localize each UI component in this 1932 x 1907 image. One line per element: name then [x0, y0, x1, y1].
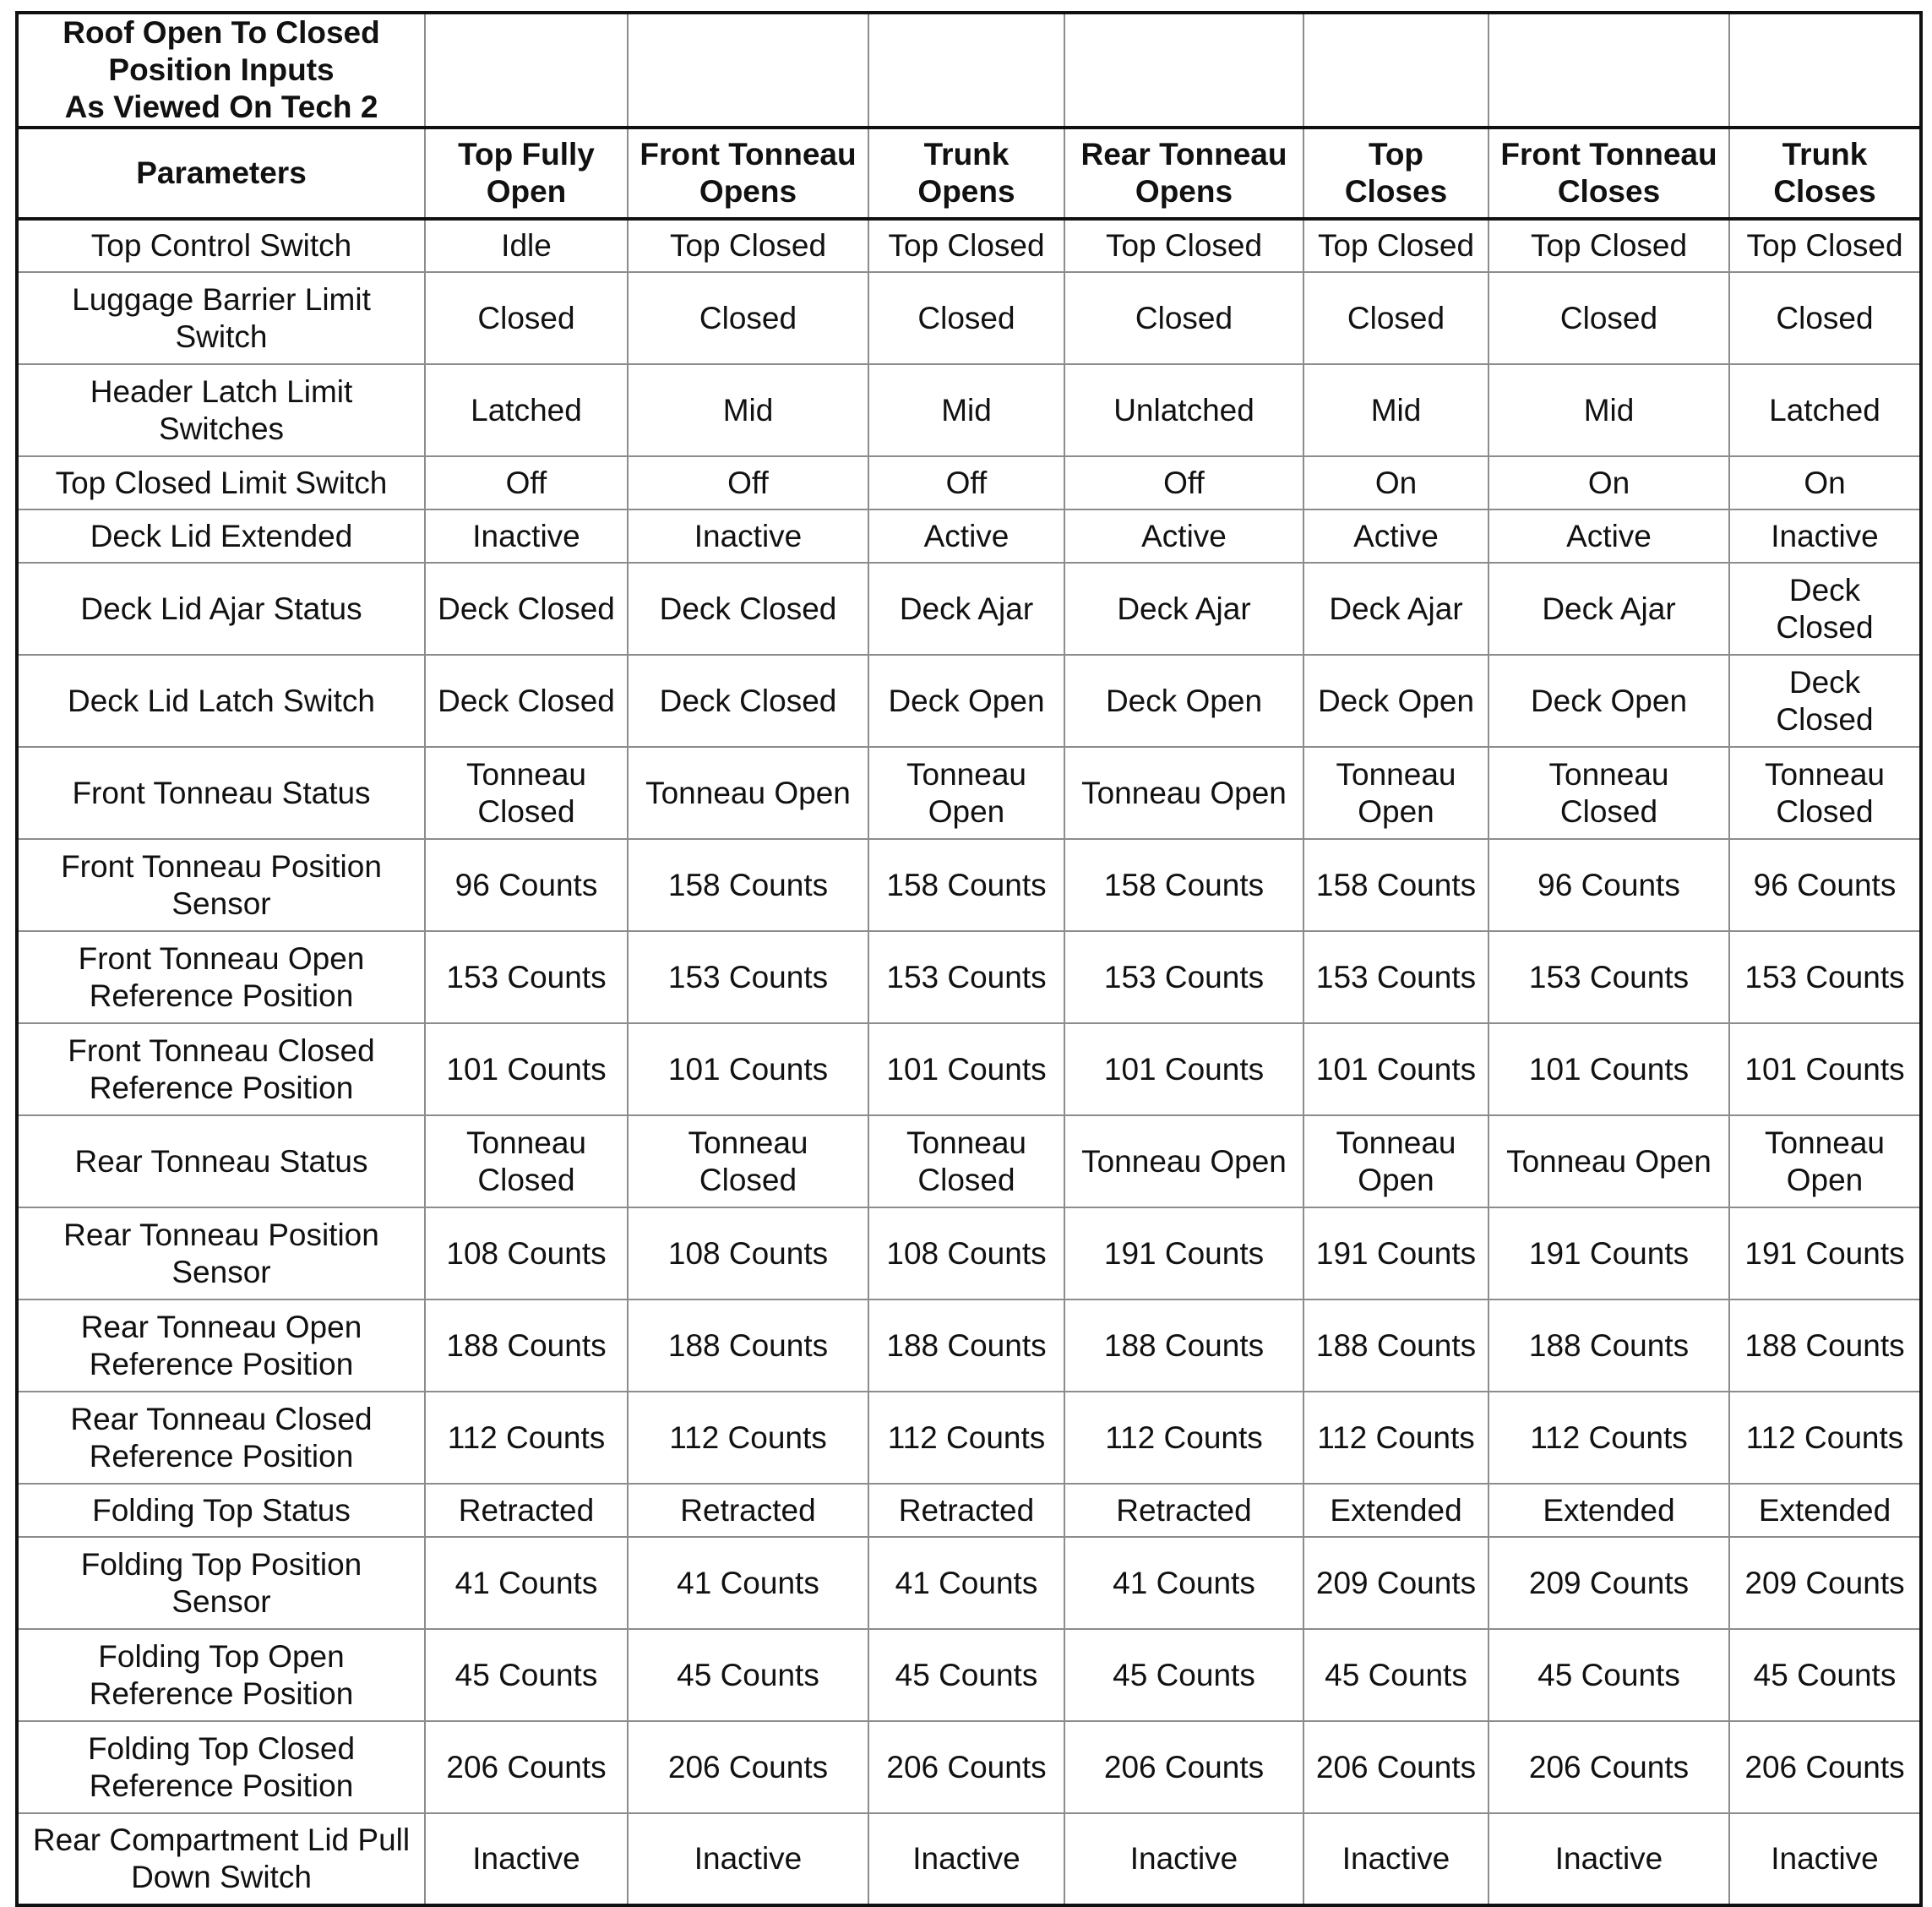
- value-cell: 188 Counts: [1303, 1299, 1488, 1392]
- value-cell: 153 Counts: [1303, 931, 1488, 1023]
- value-cell: Inactive: [1303, 1813, 1488, 1905]
- value-cell: Extended: [1729, 1484, 1921, 1537]
- value-cell: Retracted: [868, 1484, 1064, 1537]
- value-cell: Off: [1064, 456, 1303, 509]
- value-cell: 45 Counts: [868, 1629, 1064, 1721]
- value-cell: Extended: [1303, 1484, 1488, 1537]
- value-cell: Active: [1064, 509, 1303, 563]
- table-row: [17, 1299, 1921, 1392]
- value-cell: Latched: [1729, 364, 1921, 456]
- empty-title-cell: [868, 13, 1064, 128]
- value-cell: Unlatched: [1064, 364, 1303, 456]
- table-row: [17, 456, 1921, 509]
- value-cell: Inactive: [1064, 1813, 1303, 1905]
- value-cell: On: [1729, 456, 1921, 509]
- value-cell: Active: [868, 509, 1064, 563]
- table-row: [17, 1392, 1921, 1484]
- value-cell: 45 Counts: [1303, 1629, 1488, 1721]
- value-cell: 45 Counts: [628, 1629, 868, 1721]
- parameter-cell: Front Tonneau Open Reference Position: [17, 931, 425, 1023]
- value-cell: 112 Counts: [628, 1392, 868, 1484]
- parameter-cell: Deck Lid Latch Switch: [17, 655, 425, 747]
- parameter-cell: Luggage Barrier Limit Switch: [17, 272, 425, 364]
- value-cell: Inactive: [628, 509, 868, 563]
- value-cell: 188 Counts: [1064, 1299, 1303, 1392]
- value-cell: Closed: [425, 272, 628, 364]
- table-row: [17, 1115, 1921, 1207]
- value-cell: 191 Counts: [1729, 1207, 1921, 1299]
- value-cell: Closed: [1729, 272, 1921, 364]
- value-cell: 45 Counts: [425, 1629, 628, 1721]
- value-cell: Deck Closed: [1729, 655, 1921, 747]
- value-cell: Tonneau Open: [1303, 1115, 1488, 1207]
- value-cell: Off: [425, 456, 628, 509]
- value-cell: Inactive: [425, 1813, 628, 1905]
- value-cell: 108 Counts: [868, 1207, 1064, 1299]
- value-cell: 206 Counts: [628, 1721, 868, 1813]
- value-cell: Tonneau Open: [1303, 747, 1488, 839]
- header-row: [17, 128, 1921, 219]
- value-cell: 206 Counts: [868, 1721, 1064, 1813]
- table-row: [17, 1813, 1921, 1905]
- value-cell: Deck Open: [868, 655, 1064, 747]
- value-cell: Idle: [425, 219, 628, 272]
- empty-title-cell: [1064, 13, 1303, 128]
- value-cell: 112 Counts: [1488, 1392, 1729, 1484]
- value-cell: Active: [1303, 509, 1488, 563]
- value-cell: Tonneau Open: [1488, 1115, 1729, 1207]
- column-header: Front Tonneau Closes: [1488, 128, 1729, 219]
- value-cell: Top Closed: [868, 219, 1064, 272]
- value-cell: 45 Counts: [1488, 1629, 1729, 1721]
- value-cell: Deck Ajar: [1064, 563, 1303, 655]
- value-cell: 41 Counts: [1064, 1537, 1303, 1629]
- value-cell: Mid: [628, 364, 868, 456]
- value-cell: 153 Counts: [1064, 931, 1303, 1023]
- value-cell: On: [1488, 456, 1729, 509]
- table-row: [17, 747, 1921, 839]
- value-cell: 101 Counts: [1303, 1023, 1488, 1115]
- parameter-cell: Front Tonneau Status: [17, 747, 425, 839]
- value-cell: Top Closed: [628, 219, 868, 272]
- value-cell: 158 Counts: [628, 839, 868, 931]
- value-cell: Closed: [1488, 272, 1729, 364]
- table-row: [17, 1023, 1921, 1115]
- table-row: [17, 1629, 1921, 1721]
- value-cell: 96 Counts: [1729, 839, 1921, 931]
- parameter-cell: Deck Lid Extended: [17, 509, 425, 563]
- value-cell: 101 Counts: [1488, 1023, 1729, 1115]
- value-cell: 112 Counts: [425, 1392, 628, 1484]
- value-cell: Tonneau Closed: [425, 1115, 628, 1207]
- value-cell: 41 Counts: [628, 1537, 868, 1629]
- value-cell: Retracted: [425, 1484, 628, 1537]
- value-cell: Deck Closed: [425, 563, 628, 655]
- value-cell: Retracted: [628, 1484, 868, 1537]
- value-cell: Extended: [1488, 1484, 1729, 1537]
- parameter-cell: Rear Compartment Lid Pull Down Switch: [17, 1813, 425, 1905]
- column-header: Trunk Opens: [868, 128, 1064, 219]
- table-row: [17, 931, 1921, 1023]
- value-cell: 153 Counts: [868, 931, 1064, 1023]
- value-cell: 209 Counts: [1729, 1537, 1921, 1629]
- value-cell: 101 Counts: [868, 1023, 1064, 1115]
- value-cell: 41 Counts: [425, 1537, 628, 1629]
- table-row: [17, 509, 1921, 563]
- value-cell: Tonneau Closed: [1488, 747, 1729, 839]
- value-cell: Deck Ajar: [868, 563, 1064, 655]
- value-cell: Inactive: [1729, 509, 1921, 563]
- value-cell: Top Closed: [1064, 219, 1303, 272]
- column-header: Rear Tonneau Opens: [1064, 128, 1303, 219]
- table-row: [17, 1537, 1921, 1629]
- value-cell: 158 Counts: [1303, 839, 1488, 931]
- value-cell: Off: [868, 456, 1064, 509]
- value-cell: Closed: [868, 272, 1064, 364]
- table-row: [17, 272, 1921, 364]
- value-cell: 188 Counts: [868, 1299, 1064, 1392]
- value-cell: Deck Closed: [628, 655, 868, 747]
- value-cell: Tonneau Open: [1064, 1115, 1303, 1207]
- value-cell: Tonneau Open: [1729, 1115, 1921, 1207]
- value-cell: 206 Counts: [1064, 1721, 1303, 1813]
- table-row: [17, 1484, 1921, 1537]
- column-header: Front Tonneau Opens: [628, 128, 868, 219]
- column-header: Trunk Closes: [1729, 128, 1921, 219]
- value-cell: Deck Closed: [628, 563, 868, 655]
- value-cell: Closed: [1303, 272, 1488, 364]
- table-row: [17, 219, 1921, 272]
- value-cell: Tonneau Open: [628, 747, 868, 839]
- table-row: [17, 1721, 1921, 1813]
- value-cell: 153 Counts: [628, 931, 868, 1023]
- value-cell: Inactive: [1729, 1813, 1921, 1905]
- title-row: [17, 13, 1921, 128]
- value-cell: 158 Counts: [868, 839, 1064, 931]
- parameter-cell: Top Control Switch: [17, 219, 425, 272]
- empty-title-cell: [1729, 13, 1921, 128]
- value-cell: Tonneau Open: [1064, 747, 1303, 839]
- value-cell: Deck Open: [1303, 655, 1488, 747]
- value-cell: 96 Counts: [1488, 839, 1729, 931]
- value-cell: 101 Counts: [425, 1023, 628, 1115]
- parameter-cell: Folding Top Closed Reference Position: [17, 1721, 425, 1813]
- value-cell: 112 Counts: [868, 1392, 1064, 1484]
- value-cell: 96 Counts: [425, 839, 628, 931]
- empty-title-cell: [1303, 13, 1488, 128]
- value-cell: Closed: [628, 272, 868, 364]
- parameter-cell: Rear Tonneau Status: [17, 1115, 425, 1207]
- table-row: [17, 563, 1921, 655]
- value-cell: Mid: [868, 364, 1064, 456]
- empty-title-cell: [628, 13, 868, 128]
- table-row: [17, 655, 1921, 747]
- value-cell: 206 Counts: [425, 1721, 628, 1813]
- value-cell: Inactive: [868, 1813, 1064, 1905]
- value-cell: Off: [628, 456, 868, 509]
- value-cell: 191 Counts: [1303, 1207, 1488, 1299]
- empty-title-cell: [1488, 13, 1729, 128]
- value-cell: 153 Counts: [1488, 931, 1729, 1023]
- value-cell: 209 Counts: [1488, 1537, 1729, 1629]
- column-header: Top Closes: [1303, 128, 1488, 219]
- value-cell: 101 Counts: [1729, 1023, 1921, 1115]
- table-row: [17, 1207, 1921, 1299]
- value-cell: 206 Counts: [1488, 1721, 1729, 1813]
- value-cell: Deck Ajar: [1488, 563, 1729, 655]
- value-cell: Closed: [1064, 272, 1303, 364]
- parameter-cell: Rear Tonneau Position Sensor: [17, 1207, 425, 1299]
- value-cell: 45 Counts: [1729, 1629, 1921, 1721]
- value-cell: Mid: [1488, 364, 1729, 456]
- value-cell: Active: [1488, 509, 1729, 563]
- column-header: Parameters: [17, 128, 425, 219]
- value-cell: 188 Counts: [425, 1299, 628, 1392]
- parameter-cell: Rear Tonneau Closed Reference Position: [17, 1392, 425, 1484]
- value-cell: 112 Counts: [1064, 1392, 1303, 1484]
- value-cell: 158 Counts: [1064, 839, 1303, 931]
- parameter-cell: Header Latch Limit Switches: [17, 364, 425, 456]
- value-cell: 153 Counts: [425, 931, 628, 1023]
- parameter-cell: Folding Top Open Reference Position: [17, 1629, 425, 1721]
- value-cell: Inactive: [628, 1813, 868, 1905]
- value-cell: Tonneau Open: [868, 747, 1064, 839]
- value-cell: Inactive: [1488, 1813, 1729, 1905]
- table-title: Roof Open To Closed Position Inputs As Viewed On Tech 2: [17, 13, 425, 128]
- value-cell: 112 Counts: [1729, 1392, 1921, 1484]
- value-cell: 45 Counts: [1064, 1629, 1303, 1721]
- value-cell: Inactive: [425, 509, 628, 563]
- value-cell: 108 Counts: [628, 1207, 868, 1299]
- parameter-cell: Top Closed Limit Switch: [17, 456, 425, 509]
- value-cell: Tonneau Closed: [425, 747, 628, 839]
- value-cell: 101 Counts: [1064, 1023, 1303, 1115]
- parameter-cell: Folding Top Status: [17, 1484, 425, 1537]
- value-cell: Latched: [425, 364, 628, 456]
- value-cell: Deck Closed: [1729, 563, 1921, 655]
- column-header: Top Fully Open: [425, 128, 628, 219]
- empty-title-cell: [425, 13, 628, 128]
- value-cell: 112 Counts: [1303, 1392, 1488, 1484]
- value-cell: Mid: [1303, 364, 1488, 456]
- value-cell: 206 Counts: [1303, 1721, 1488, 1813]
- value-cell: Top Closed: [1488, 219, 1729, 272]
- value-cell: 41 Counts: [868, 1537, 1064, 1629]
- parameter-cell: Deck Lid Ajar Status: [17, 563, 425, 655]
- value-cell: 101 Counts: [628, 1023, 868, 1115]
- table-row: [17, 364, 1921, 456]
- value-cell: 108 Counts: [425, 1207, 628, 1299]
- parameter-cell: Rear Tonneau Open Reference Position: [17, 1299, 425, 1392]
- value-cell: 209 Counts: [1303, 1537, 1488, 1629]
- value-cell: Tonneau Closed: [1729, 747, 1921, 839]
- value-cell: Deck Open: [1064, 655, 1303, 747]
- value-cell: Deck Open: [1488, 655, 1729, 747]
- value-cell: Retracted: [1064, 1484, 1303, 1537]
- value-cell: 188 Counts: [628, 1299, 868, 1392]
- position-inputs-table: [15, 11, 1923, 1907]
- value-cell: Top Closed: [1729, 219, 1921, 272]
- value-cell: Deck Closed: [425, 655, 628, 747]
- value-cell: 153 Counts: [1729, 931, 1921, 1023]
- value-cell: Deck Ajar: [1303, 563, 1488, 655]
- value-cell: Tonneau Closed: [868, 1115, 1064, 1207]
- value-cell: On: [1303, 456, 1488, 509]
- value-cell: 188 Counts: [1488, 1299, 1729, 1392]
- value-cell: 191 Counts: [1488, 1207, 1729, 1299]
- value-cell: Top Closed: [1303, 219, 1488, 272]
- parameter-cell: Front Tonneau Position Sensor: [17, 839, 425, 931]
- value-cell: 191 Counts: [1064, 1207, 1303, 1299]
- parameter-cell: Front Tonneau Closed Reference Position: [17, 1023, 425, 1115]
- table-row: [17, 839, 1921, 931]
- value-cell: Tonneau Closed: [628, 1115, 868, 1207]
- value-cell: 188 Counts: [1729, 1299, 1921, 1392]
- parameter-cell: Folding Top Position Sensor: [17, 1537, 425, 1629]
- value-cell: 206 Counts: [1729, 1721, 1921, 1813]
